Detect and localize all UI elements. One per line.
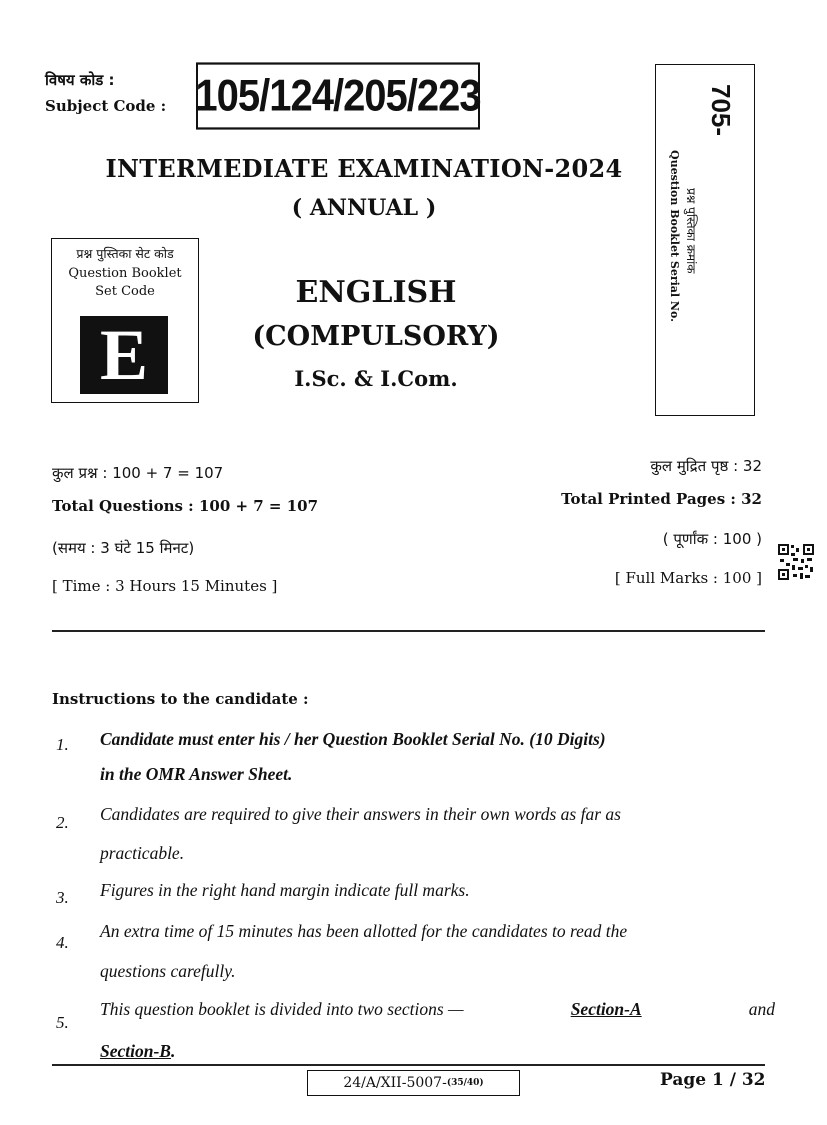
printed-pages-hindi: कुल मुद्रित पृष्ठ : 32: [650, 457, 762, 475]
booklet-set-code-box: [51, 238, 199, 403]
instruction-number: 1.: [56, 735, 69, 754]
total-questions-hindi: कुल प्रश्न : 100 + 7 = 107: [52, 464, 224, 482]
exam-subtitle: ( ANNUAL ): [291, 195, 437, 221]
instruction-number: 5.: [56, 1013, 69, 1032]
paper-code-small: (35/40): [446, 1078, 484, 1088]
instruction-2-line1: Candidates are required to give their answers in their own words as far as: [100, 804, 621, 824]
divider: [52, 630, 765, 632]
booklet-set-letter: E: [80, 316, 168, 394]
instruction-4-line1: An extra time of 15 minutes has been allotted for the candidates to read the: [100, 921, 628, 941]
booklet-set-code-label-hindi: प्रश्न पुस्तिका सेट कोड: [76, 246, 174, 261]
exam-title: INTERMEDIATE EXAMINATION-2024: [105, 154, 623, 183]
serial-number-label-hindi: प्रश्न पुस्तिका क्रमांक: [684, 188, 698, 274]
time-hindi: (समय : 3 घंटे 15 मिनट): [52, 539, 195, 557]
footer-divider: [52, 1064, 765, 1066]
instruction-5-text: This question booklet is divided into two sections —: [100, 999, 464, 1019]
instruction-4-line2: questions carefully.: [100, 961, 236, 981]
subject-type: (COMPULSORY): [252, 321, 500, 352]
page-number: Page 1 / 32: [660, 1070, 766, 1090]
section-a-label: Section-A: [570, 999, 642, 1019]
booklet-set-code-label-line2: Set Code: [95, 284, 155, 299]
paper-code: [307, 1070, 520, 1096]
instruction-5-line1: [100, 999, 775, 1020]
serial-number-label: Question Booklet Serial No.: [668, 150, 681, 322]
full-marks: [ Full Marks : 100 ]: [614, 569, 762, 587]
subject-code-label-hindi: विषय कोड :: [45, 71, 115, 89]
subject-code-value: 105/124/205/223: [196, 62, 480, 129]
instruction-5-line2: [100, 1041, 175, 1062]
time-allowed: [ Time : 3 Hours 15 Minutes ]: [52, 577, 278, 595]
instruction-number: 3.: [56, 888, 69, 907]
instruction-3-line1: Figures in the right hand margin indicate full marks.: [100, 880, 470, 900]
subject-stream: I.Sc. & I.Com.: [294, 366, 458, 391]
instruction-5-and: and: [748, 999, 775, 1019]
instruction-1-line1: Candidate must enter his / her Question Booklet Serial No. (10 Digits): [100, 729, 606, 749]
subject-name: ENGLISH: [295, 275, 457, 310]
instruction-number: 2.: [56, 813, 69, 832]
instructions-heading: Instructions to the candidate :: [52, 690, 309, 708]
booklet-set-code-label-line1: Question Booklet: [68, 266, 182, 281]
instruction-2-line2: practicable.: [100, 843, 185, 863]
section-b-label: Section-B: [100, 1041, 171, 1061]
subject-code-label: Subject Code :: [45, 97, 167, 115]
total-questions: Total Questions : 100 + 7 = 107: [52, 497, 319, 515]
instruction-5-period: .: [170, 1041, 176, 1061]
serial-number-prefix: 705-: [706, 84, 736, 137]
printed-pages: Total Printed Pages : 32: [561, 490, 762, 508]
full-marks-hindi: ( पूर्णांक : 100 ): [662, 530, 762, 548]
qr-code-icon: [777, 543, 815, 581]
instruction-number: 4.: [56, 933, 69, 952]
paper-code-text: 24/A/XII-5007-: [343, 1075, 447, 1091]
instruction-1-line2: in the OMR Answer Sheet.: [100, 764, 293, 784]
